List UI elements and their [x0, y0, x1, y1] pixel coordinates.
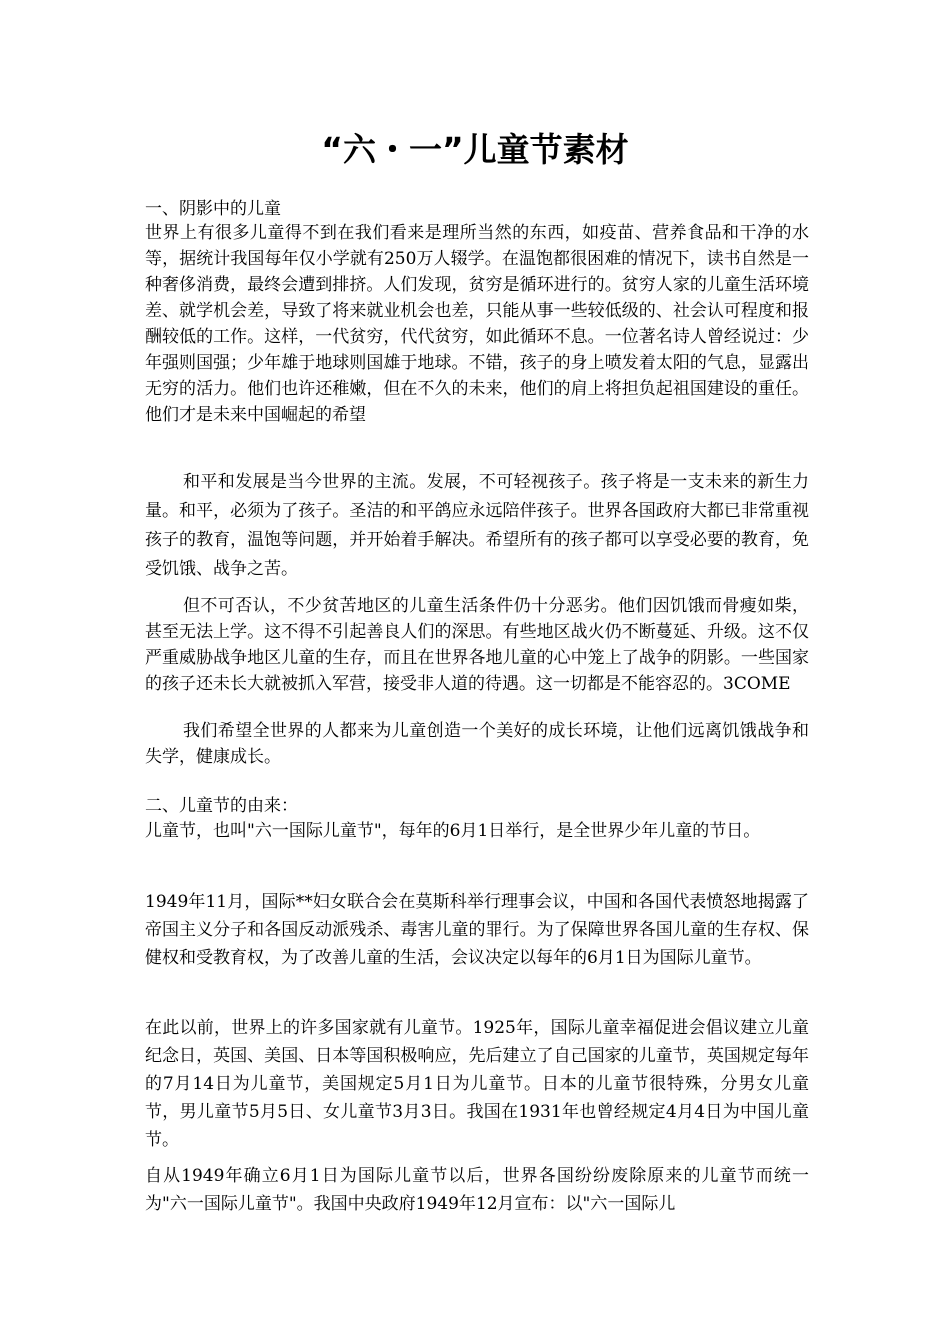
paragraph: 1949年11月，国际**妇女联合会在莫斯科举行理事会议，中国和各国代表愤怒地揭露了帝国主义分子和各国反动派残杀、毒害儿童的罪行。为了保障世界各国儿童的生存权、保健权和受教育权，为了改善儿童的生活，会议决定以每年的6月1日为国际儿童节。 [145, 892, 809, 968]
paragraph: 但不可否认，不少贫苦地区的儿童生活条件仍十分恶劣。他们因饥饿而骨瘦如柴，甚至无法上学。这不得不引起善良人们的深思。有些地区战火仍不断蔓延、升级。这不仅严重威胁战争地区儿童的生存，而且在世界各地儿童的心中笼上了战争的阴影。一些国家的孩子还未长大就被抓入军营，接受非人道的待遇。这一切都是不能容忍的。3COME [145, 596, 809, 694]
paragraph: 和平和发展是当今世界的主流。发展，不可轻视孩子。孩子将是一支未来的新生力量。和平，必须为了孩子。圣洁的和平鸽应永远陪伴孩子。世界各国政府大都已非常重视孩子的教育，温饱等问题，并开始着手解决。希望所有的孩子都可以享受必要的教育，免受饥饿、战争之苦。 [145, 472, 809, 579]
page-title: “六・一”儿童节素材 [321, 130, 629, 169]
section-heading-shadow: 一、阴影中的儿童 [145, 199, 281, 219]
paragraph: 自从1949年确立6月1日为国际儿童节以后，世界各国纷纷废除原来的儿童节而统一为"六一国际儿童节"。我国中央政府1949年12月宣布：以"六一国际儿 [145, 1166, 809, 1214]
section-heading-origin: 二、儿童节的由来： [145, 796, 298, 816]
paragraph: 儿童节，也叫"六一国际儿童节"，每年的6月1日举行，是全世界少年儿童的节日。 [145, 821, 761, 841]
paragraph: 在此以前，世界上的许多国家就有儿童节。1925年，国际儿童幸福促进会倡议建立儿童纪念日，英国、美国、日本等国积极响应，先后建立了自己国家的儿童节，英国规定每年的7月14日为儿童节，美国规定5月1日为儿童节。日本的儿童节很特殊，分男女儿童节，男儿童节5月5日、女儿童节3月3日。我国在1931年也曾经规定4月4日为中国儿童节。 [145, 1018, 809, 1150]
paragraph: 世界上有很多儿童得不到在我们看来是理所当然的东西，如疫苗、营养食品和干净的水等，据统计我国每年仅小学就有250万人辍学。在温饱都很困难的情况下，读书自然是一种奢侈消费，最终会遭到排挤。人们发现，贫穷是循环进行的。贫穷人家的儿童生活环境差、就学机会差，导致了将来就业机会也差，只能从事一些较低级的、社会认可程度和报酬较低的工作。这样，一代贫穷，代代贫穷，如此循环不息。一位著名诗人曾经说过：少年强则国强；少年雄于地球则国雄于地球。不错，孩子的身上喷发着太阳的气息，显露出无穷的活力。他们也许还稚嫩，但在不久的未来，他们的肩上将担负起祖国建设的重任。他们才是未来中国崛起的希望 [145, 223, 809, 425]
paragraph: 我们希望全世界的人都来为儿童创造一个美好的成长环境，让他们远离饥饿战争和失学，健康成长。 [145, 721, 809, 767]
